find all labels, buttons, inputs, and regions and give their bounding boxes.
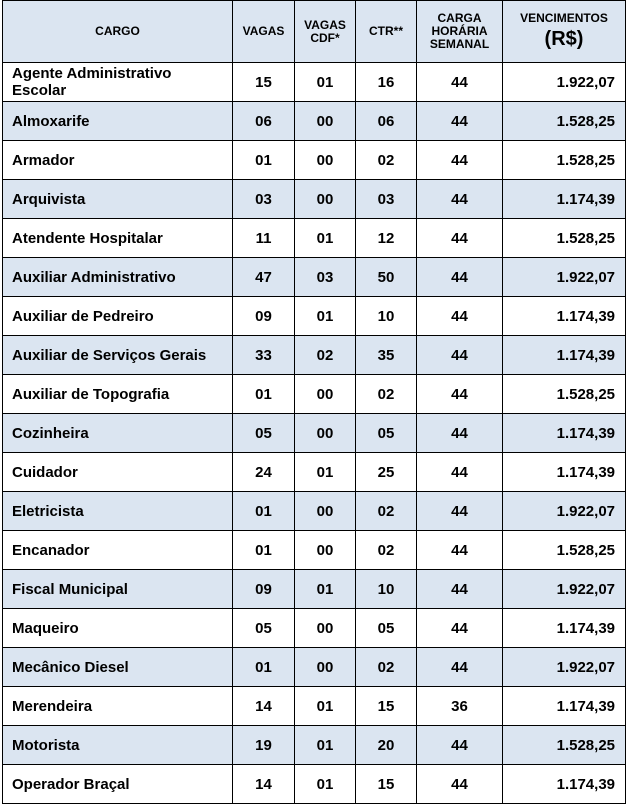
cell-ctr: 35 [356,336,417,375]
cell-carga-horaria: 44 [417,63,503,102]
cell-vagas: 01 [233,492,295,531]
cell-carga-horaria: 44 [417,102,503,141]
cell-vagas-cdf: 03 [295,258,356,297]
cell-ctr: 15 [356,687,417,726]
cell-ctr: 02 [356,492,417,531]
header-carga-horaria: CARGA HORÁRIA SEMANAL [417,1,503,63]
cell-vagas-cdf: 01 [295,297,356,336]
cell-vencimentos: 1.528,25 [503,141,626,180]
cell-cargo: Operador Braçal [3,765,233,804]
cell-ctr: 16 [356,63,417,102]
cell-vagas-cdf: 00 [295,492,356,531]
header-vagas: VAGAS [233,1,295,63]
cell-cargo: Atendente Hospitalar [3,219,233,258]
cell-vagas: 47 [233,258,295,297]
cell-ctr: 05 [356,414,417,453]
table-row [3,141,626,180]
cell-vagas-cdf: 00 [295,180,356,219]
cell-vencimentos: 1.174,39 [503,180,626,219]
cell-cargo: Auxiliar de Topografia [3,375,233,414]
cell-carga-horaria: 44 [417,570,503,609]
cell-vencimentos: 1.174,39 [503,414,626,453]
cell-cargo: Cozinheira [3,414,233,453]
cell-vagas: 05 [233,609,295,648]
cell-ctr: 12 [356,219,417,258]
cell-ctr: 02 [356,141,417,180]
cell-carga-horaria: 44 [417,726,503,765]
cell-carga-horaria: 44 [417,219,503,258]
cell-vagas: 01 [233,375,295,414]
table-body [3,63,626,804]
table-row [3,375,626,414]
cell-cargo: Fiscal Municipal [3,570,233,609]
cell-vencimentos: 1.174,39 [503,765,626,804]
cell-carga-horaria: 44 [417,336,503,375]
cell-cargo: Mecânico Diesel [3,648,233,687]
cell-vagas-cdf: 01 [295,219,356,258]
cell-vencimentos: 1.174,39 [503,297,626,336]
cell-vagas-cdf: 00 [295,141,356,180]
cell-carga-horaria: 44 [417,609,503,648]
table-row [3,726,626,765]
cell-ctr: 50 [356,258,417,297]
header-cargo: CARGO [3,1,233,63]
cell-carga-horaria: 44 [417,492,503,531]
cell-vagas-cdf: 01 [295,726,356,765]
cell-vagas-cdf: 01 [295,453,356,492]
cell-vagas: 19 [233,726,295,765]
cell-carga-horaria: 44 [417,453,503,492]
header-vencimentos [503,1,626,63]
cell-vagas-cdf: 00 [295,102,356,141]
table-row [3,63,626,102]
cell-vagas: 15 [233,63,295,102]
cell-vagas-cdf: 00 [295,531,356,570]
table-header-row [3,1,626,63]
cell-vagas: 14 [233,765,295,804]
table-row [3,258,626,297]
cell-ctr: 02 [356,375,417,414]
header-vagas-cdf: VAGAS CDF* [295,1,356,63]
cell-ctr: 25 [356,453,417,492]
table-row [3,531,626,570]
cell-cargo: Auxiliar de Serviços Gerais [3,336,233,375]
cell-carga-horaria: 44 [417,297,503,336]
table-row [3,414,626,453]
cell-cargo: Armador [3,141,233,180]
header-vencimentos-unit: (R$) [544,28,584,50]
cell-ctr: 06 [356,102,417,141]
cell-ctr: 10 [356,297,417,336]
cell-vagas-cdf: 01 [295,570,356,609]
table-row [3,492,626,531]
cell-vagas: 11 [233,219,295,258]
cell-vencimentos: 1.174,39 [503,336,626,375]
cell-vagas: 01 [233,648,295,687]
cell-cargo: Motorista [3,726,233,765]
cell-vagas: 06 [233,102,295,141]
cell-cargo: Merendeira [3,687,233,726]
cell-vagas-cdf: 01 [295,687,356,726]
cell-vencimentos: 1.922,07 [503,258,626,297]
cell-vagas-cdf: 00 [295,414,356,453]
cell-vagas: 09 [233,297,295,336]
cell-vencimentos: 1.528,25 [503,531,626,570]
cell-vagas-cdf: 02 [295,336,356,375]
cell-vagas-cdf: 01 [295,765,356,804]
cell-carga-horaria: 44 [417,648,503,687]
cell-vagas: 33 [233,336,295,375]
cell-cargo: Encanador [3,531,233,570]
cell-carga-horaria: 36 [417,687,503,726]
header-ctr: CTR** [356,1,417,63]
table-row [3,297,626,336]
cell-vagas: 03 [233,180,295,219]
table-row [3,687,626,726]
cell-carga-horaria: 44 [417,258,503,297]
table-row [3,648,626,687]
cell-vencimentos: 1.174,39 [503,609,626,648]
table-row [3,765,626,804]
cell-ctr: 20 [356,726,417,765]
cell-carga-horaria: 44 [417,180,503,219]
cell-cargo: Maqueiro [3,609,233,648]
cell-vagas: 01 [233,531,295,570]
cell-vencimentos: 1.922,07 [503,648,626,687]
cell-ctr: 02 [356,531,417,570]
cell-carga-horaria: 44 [417,141,503,180]
cell-carga-horaria: 44 [417,414,503,453]
cell-cargo: Eletricista [3,492,233,531]
cell-ctr: 03 [356,180,417,219]
cell-cargo: Agente Administrativo Escolar [3,63,233,102]
cell-ctr: 15 [356,765,417,804]
cell-vencimentos: 1.528,25 [503,375,626,414]
cell-cargo: Arquivista [3,180,233,219]
cell-vagas-cdf: 00 [295,648,356,687]
cell-carga-horaria: 44 [417,765,503,804]
table-row [3,336,626,375]
cell-carga-horaria: 44 [417,375,503,414]
cell-cargo: Almoxarife [3,102,233,141]
cell-vagas-cdf: 01 [295,63,356,102]
table-row [3,570,626,609]
cell-vagas: 05 [233,414,295,453]
cell-vencimentos: 1.922,07 [503,63,626,102]
cell-vencimentos: 1.174,39 [503,687,626,726]
cell-vencimentos: 1.922,07 [503,492,626,531]
table-row [3,102,626,141]
cell-cargo: Auxiliar de Pedreiro [3,297,233,336]
cell-ctr: 10 [356,570,417,609]
table-row [3,453,626,492]
cell-vagas-cdf: 00 [295,609,356,648]
table-row [3,180,626,219]
cell-vencimentos: 1.922,07 [503,570,626,609]
cell-vencimentos: 1.174,39 [503,453,626,492]
table-row [3,609,626,648]
cell-vagas: 09 [233,570,295,609]
vacancies-table [2,0,626,804]
cell-vagas: 14 [233,687,295,726]
cell-cargo: Auxiliar Administrativo [3,258,233,297]
cell-cargo: Cuidador [3,453,233,492]
cell-vagas: 24 [233,453,295,492]
cell-ctr: 05 [356,609,417,648]
cell-carga-horaria: 44 [417,531,503,570]
header-vencimentos-label: VENCIMENTOS [520,11,608,25]
cell-vencimentos: 1.528,25 [503,726,626,765]
cell-vencimentos: 1.528,25 [503,102,626,141]
cell-ctr: 02 [356,648,417,687]
cell-vencimentos: 1.528,25 [503,219,626,258]
cell-vagas-cdf: 00 [295,375,356,414]
cell-vagas: 01 [233,141,295,180]
table-row [3,219,626,258]
